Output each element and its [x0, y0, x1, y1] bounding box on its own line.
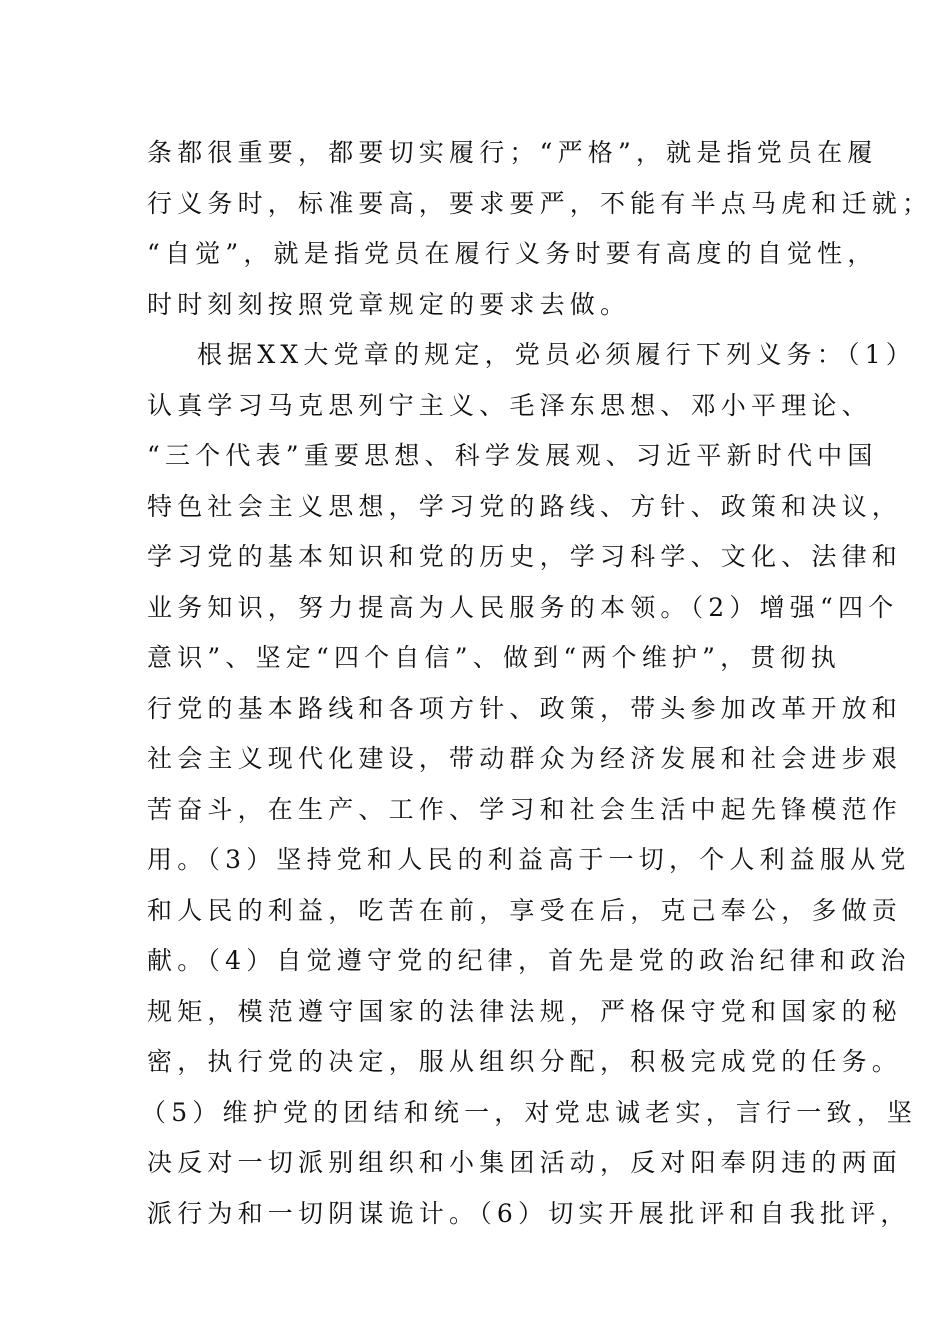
text-line: “三个代表”重要思想、科学发展观、习近平新时代中国: [147, 441, 878, 470]
document-body: [141, 128, 933, 1239]
text-line: 社会主义现代化建设，带动群众为经济发展和社会进步艰: [147, 744, 903, 773]
text-line: 密，执行党的决定，服从组织分配，积极完成党的任务。: [147, 1047, 903, 1076]
paragraph-duty-definition: [147, 128, 933, 330]
text-line: 时时刻刻按照党章规定的要求去做。: [147, 289, 631, 319]
text-line: （5）维护党的团结和统一，对党忠诚老实，言行一致，坚: [141, 1097, 918, 1127]
text-line: 根据XX大党章的规定，党员必须履行下列义务：（1）: [197, 340, 917, 369]
paragraph-member-obligations: [141, 330, 918, 1239]
text-line: 和人民的利益，吃苦在前，享受在后，克己奉公，多做贡: [147, 895, 903, 925]
text-line: “自觉”，就是指党员在履行义务时要有高度的自觉性，: [147, 239, 878, 268]
text-line: 决反对一切派别组织和小集团活动，反对阳奉阴违的两面: [147, 1148, 903, 1177]
text-line: 行义务时，标准要高，要求要严，不能有半点马虎和迁就；: [147, 188, 933, 218]
text-line: 派行为和一切阴谋诡计。（6）切实开展批评和自我批评，: [147, 1198, 911, 1228]
text-line: 行党的基本路线和各项方针、政策，带头参加改革开放和: [147, 693, 903, 723]
text-line: 特色社会主义思想，学习党的路线、方针、政策和决议，: [147, 491, 903, 521]
text-line: 用。（3）坚持党和人民的利益高于一切，个人利益服从党: [147, 845, 911, 874]
text-line: 条都很重要，都要切实履行；“严格”，就是指党员在履: [147, 138, 878, 167]
text-line: 意识”、坚定“四个自信”、做到“两个维护”，贯彻执: [147, 643, 841, 672]
text-line: 认真学习马克思列宁主义、毛泽东思想、邓小平理论、: [147, 390, 872, 420]
text-line: 苦奋斗，在生产、工作、学习和社会生活中起先锋模范作: [147, 794, 903, 824]
text-line: 规矩，模范遵守国家的法律法规，严格保守党和国家的秘: [147, 996, 903, 1026]
text-line: 业务知识，努力提高为人民服务的本领。（2）增强“四个: [147, 592, 899, 622]
text-line: 学习党的基本知识和党的历史，学习科学、文化、法律和: [147, 542, 903, 571]
text-line: 献。（4）自觉遵守党的纪律，首先是党的政治纪律和政治: [147, 946, 911, 975]
